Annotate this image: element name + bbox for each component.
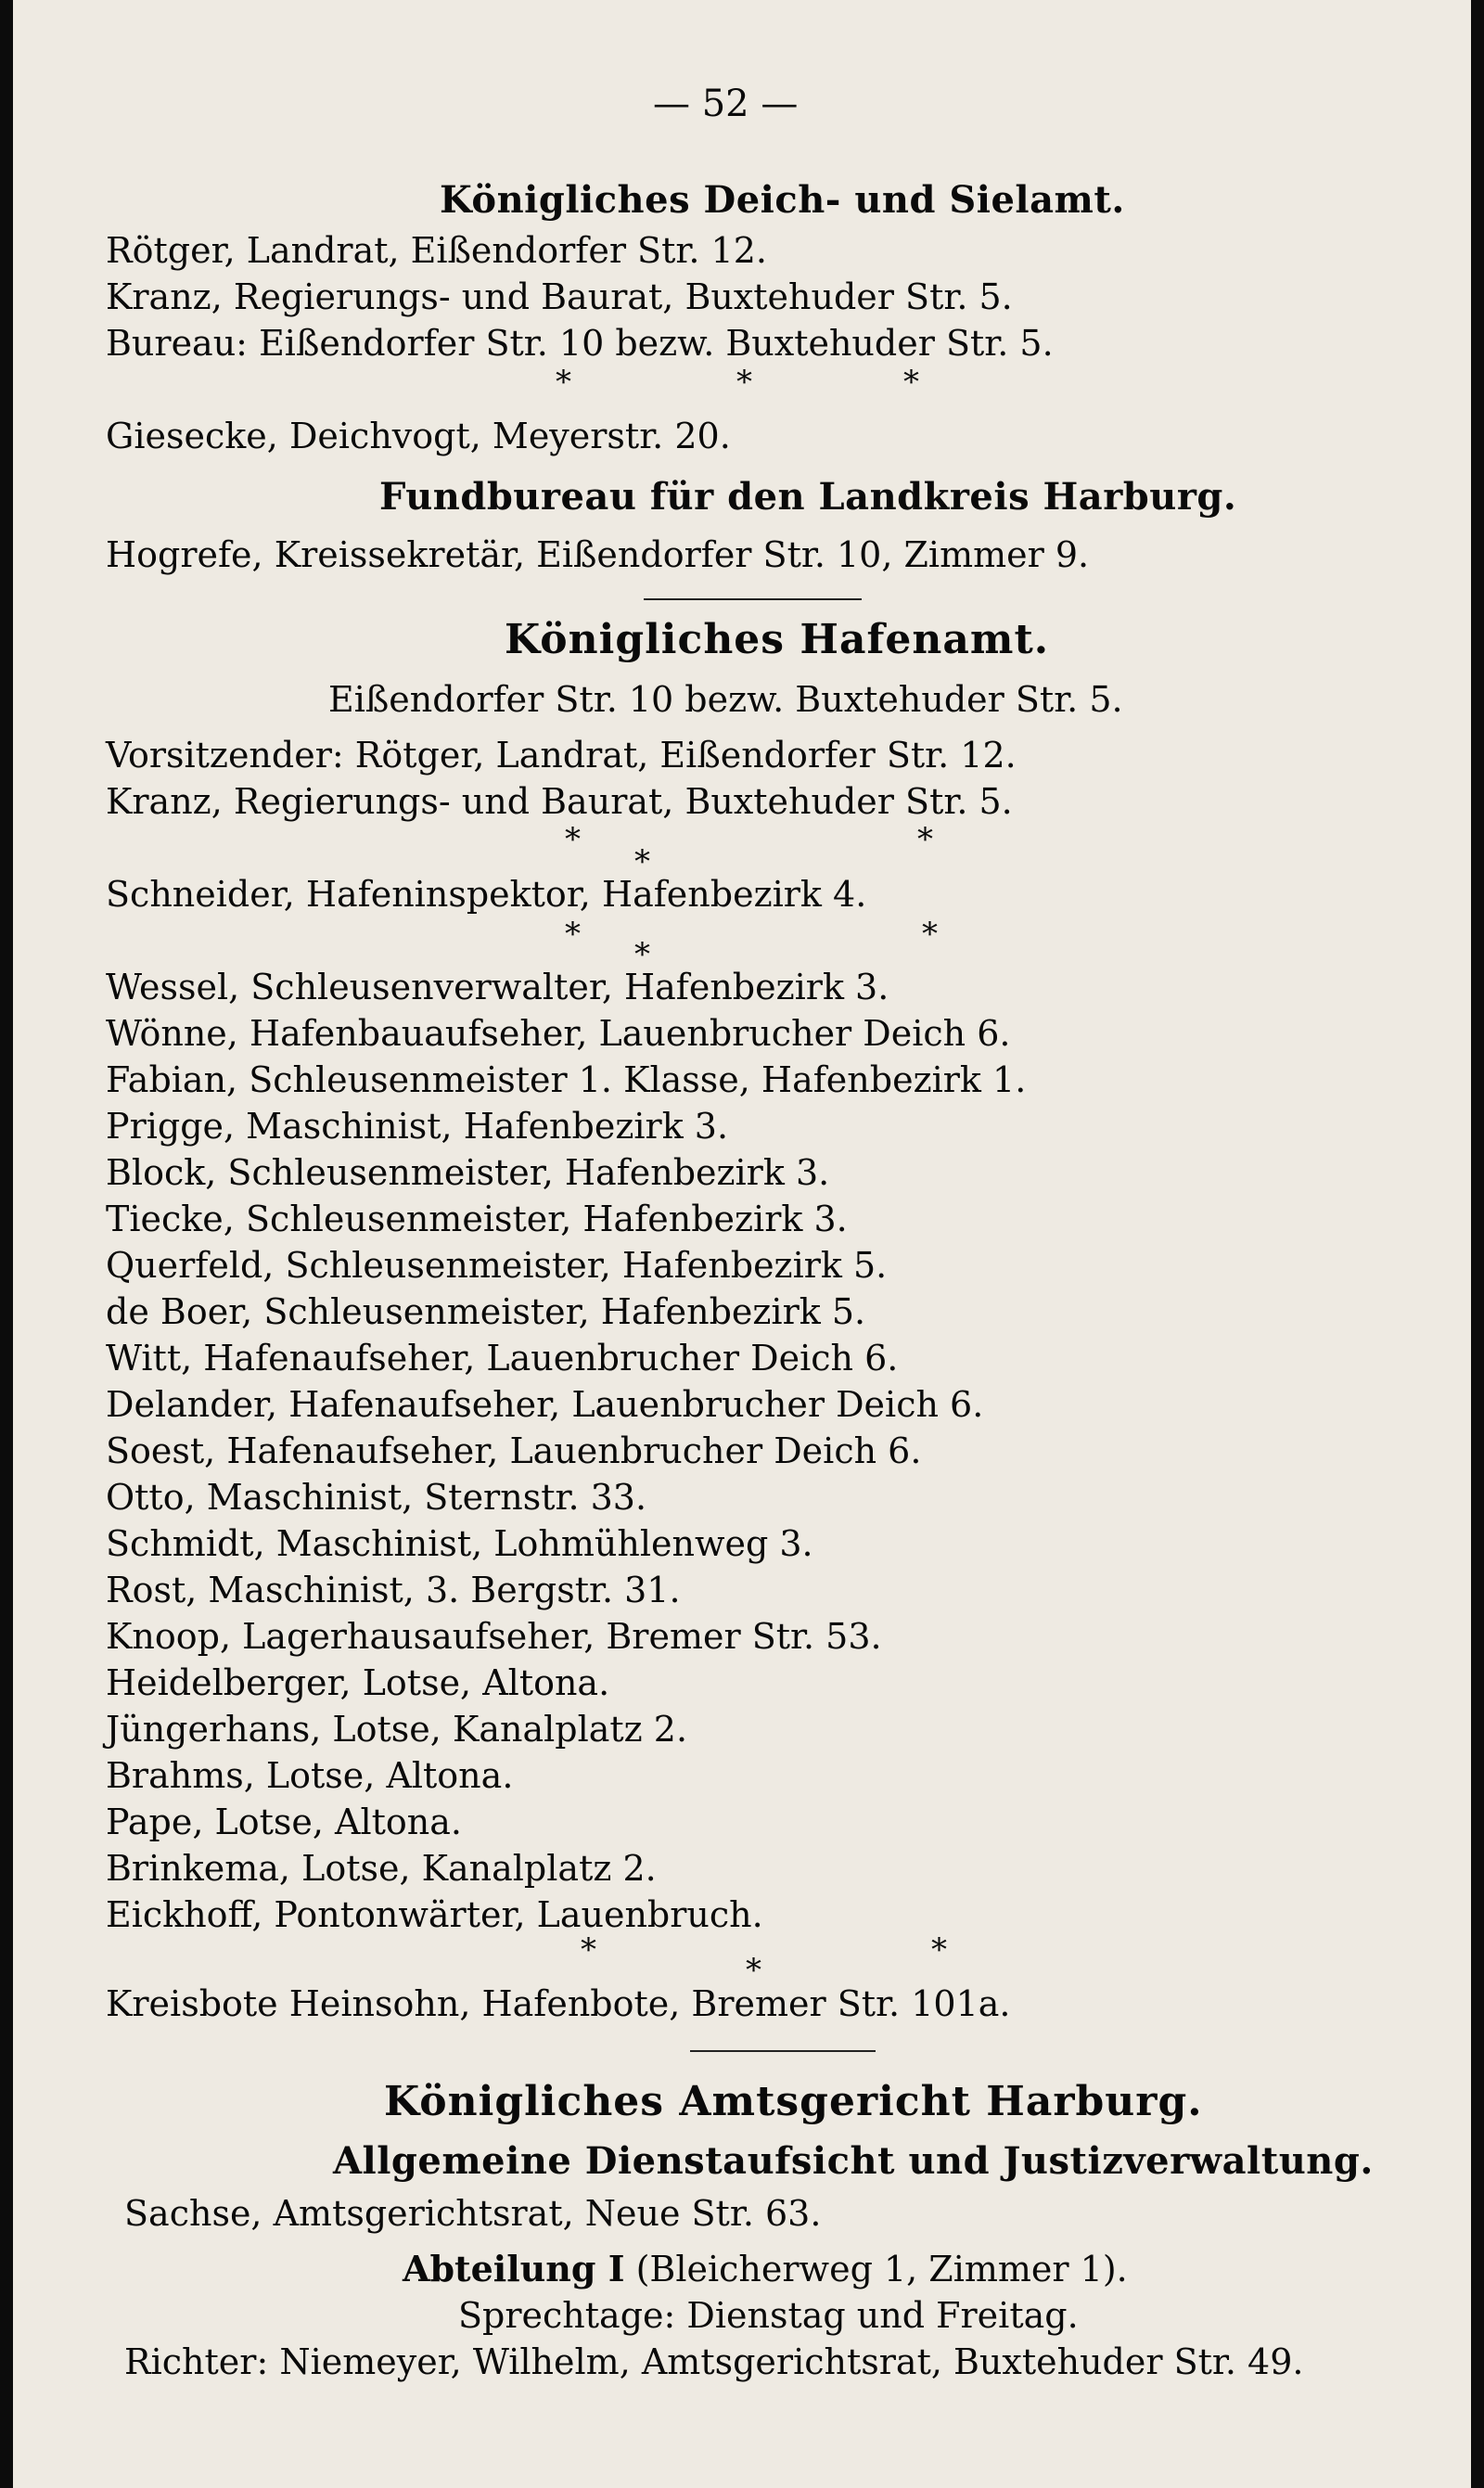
abteilung-detail: (Bleicherweg 1, Zimmer 1). [635,2249,1128,2289]
page-number: — 52 — [653,83,799,125]
fundbureau-line: Hogrefe, Kreissekretär, Eißendorfer Str. 10, Zimmer 9. [106,534,1090,575]
hafenamt-inspektor: Schneider, Hafeninspektor, Hafenbezirk 4. [106,874,867,915]
amtsgericht-subtitle: Allgemeine Dienstaufsicht und Justizverwaltung. [333,2139,1374,2183]
staff-entry: Delander, Hafenaufseher, Lauenbrucher Deich 6. [106,1384,984,1425]
staff-entry: Otto, Maschinist, Sternstr. 33. [106,1477,647,1518]
staff-entry: Querfeld, Schleusenmeister, Hafenbezirk 5. [106,1245,888,1286]
staff-entry: Witt, Hafenaufseher, Lauenbrucher Deich 6. [106,1338,899,1379]
section-title-hafenamt: Königliches Hafenamt. [505,616,1050,663]
section-title-fundbureau: Fundbureau für den Landkreis Harburg. [379,475,1237,519]
staff-entry: Pape, Lotse, Altona. [106,1802,462,1842]
divider-rule-1 [644,598,862,600]
hafenamt-address: Eißendorfer Str. 10 bezw. Buxtehuder Str. 5. [328,679,1123,720]
staff-entry: Block, Schleusenmeister, Hafenbezirk 3. [106,1152,830,1193]
staff-entry: Wönne, Hafenbauaufseher, Lauenbrucher Deich 6. [106,1013,1011,1054]
amtsgericht-abteilung [403,2247,1128,2291]
staff-entry: Soest, Hafenaufseher, Lauenbrucher Deich 6. [106,1430,922,1471]
staff-entry: Wessel, Schleusenverwalter, Hafenbezirk 3. [106,967,889,1007]
staff-entry: Jüngerhans, Lotse, Kanalplatz 2. [106,1709,688,1750]
staff-entry: Knoop, Lagerhausaufseher, Bremer Str. 53. [106,1616,882,1657]
deichamt-line-3: Bureau: Eißendorfer Str. 10 bezw. Buxtehuder Str. 5. [106,323,1054,364]
staff-entry: Brinkema, Lotse, Kanalplatz 2. [106,1848,657,1889]
abteilung-label: Abteilung I [403,2248,625,2289]
staff-entry: Fabian, Schleusenmeister 1. Klasse, Hafenbezirk 1. [106,1059,1027,1100]
staff-entry: de Boer, Schleusenmeister, Hafenbezirk 5. [106,1291,866,1332]
deichamt-giesecke: Giesecke, Deichvogt, Meyerstr. 20. [106,416,731,456]
deichamt-line-1: Rötger, Landrat, Eißendorfer Str. 12. [106,230,767,271]
hafenamt-kranz: Kranz, Regierungs- und Baurat, Buxtehuder Str. 5. [106,781,1013,822]
staff-entry: Eickhoff, Pontonwärter, Lauenbruch. [106,1894,763,1935]
staff-entry: Prigge, Maschinist, Hafenbezirk 3. [106,1106,729,1147]
hafenamt-vorsitzender: Vorsitzender: Rötger, Landrat, Eißendorfer Str. 12. [106,735,1017,776]
hafenamt-kreisbote: Kreisbote Heinsohn, Hafenbote, Bremer Str. 101a. [106,1983,1011,2024]
staff-entry: Schmidt, Maschinist, Lohmühlenweg 3. [106,1523,813,1564]
divider-rule-2 [690,2050,876,2052]
amtsgericht-sprechtage: Sprechtage: Dienstag und Freitag. [458,2295,1079,2336]
document-page: — 52 — Königliches Deich- und Sielamt. Rötger, Landrat, Eißendorfer Str. 12. Kranz, Regierungs- und Baurat, Buxtehuder Str. 5. Bureau: Eißendorfer Str. 10 bezw. Buxtehuder Str. 5. * * * Giesecke, Deichvogt, Meyerstr. 20. Fundbureau für den Landkreis Harburg. Hogrefe, Kreissekretär, Eißendorfer Str. 10, Zimmer 9. Königliches Hafenamt. Eißendorfer Str. 10 bezw. Buxtehuder Str. 5. Vorsitzender: Rötger, Landrat, Eißendorfer Str. 12. Kranz, Regierungs- und Baurat, Buxtehuder Str. 5. * * * Schneider, Hafeninspektor, Hafenbezirk 4. * * * Wessel, Schleusenverwalter, Hafenbezirk 3. Wönne, Hafenbauaufseher, Lauenbrucher Deich 6. Fabian, Schleusenmeister 1. Klasse, Hafenbezirk 1. Prigge, Maschinist, Hafenbezirk 3. Block, Schleusenmeister, Hafenbezirk 3. Tiecke, Schleusenmeister, Hafenbezirk 3. Querfeld, Schleusenmeister, Hafenbezirk 5. de Boer, Schleusenmeister, Hafenbezirk 5. Witt, Hafenaufseher, Lauenbrucher Deich 6. Delander, Hafenaufseher, Lauenbrucher Deich 6. Soest, Hafenaufseher, Lauenbrucher Deich 6. Otto, Maschinist, Sternstr. 33. Schmidt, Maschinist, Lohmühlenweg 3. Rost, Maschinist, 3. Bergstr. 31. Knoop, Lagerhausaufseher, Bremer Str. 53. Heidelberger, Lotse, Altona. Jüngerhans, Lotse, Kanalplatz 2. Brahms, Lotse, Altona. Pape, Lotse, Altona. Brinkema, Lotse, Kanalplatz 2. Eickhoff, Pontonwärter, Lauenbruch. * * * Kreisbote Heinsohn, Hafenbote, Bremer Str. 101a. Königliches Amtsgericht Harburg. Allgemeine Dienstaufsicht und Justizverwaltung. Sachse, Amtsgerichtsrat, Neue Str. 63. Abteilung I (Bleicherweg 1, Zimmer 1). Sprechtage: Dienstag und Freitag. Richter: Niemeyer, Wilhelm, Amtsgerichtsrat, Buxtehuder Str. 49. [13,0,1471,2488]
deichamt-line-2: Kranz, Regierungs- und Baurat, Buxtehuder Str. 5. [106,276,1013,317]
section-title-amtsgericht: Königliches Amtsgericht Harburg. [384,2078,1203,2125]
staff-entry: Rost, Maschinist, 3. Bergstr. 31. [106,1570,681,1610]
section-title-deichamt: Königliches Deich- und Sielamt. [440,178,1125,222]
staff-entry: Heidelberger, Lotse, Altona. [106,1662,610,1703]
amtsgericht-sachse: Sachse, Amtsgerichtsrat, Neue Str. 63. [124,2193,822,2234]
amtsgericht-richter: Richter: Niemeyer, Wilhelm, Amtsgerichtsrat, Buxtehuder Str. 49. [124,2341,1304,2382]
staff-entry: Brahms, Lotse, Altona. [106,1755,514,1796]
staff-entry: Tiecke, Schleusenmeister, Hafenbezirk 3. [106,1199,848,1239]
